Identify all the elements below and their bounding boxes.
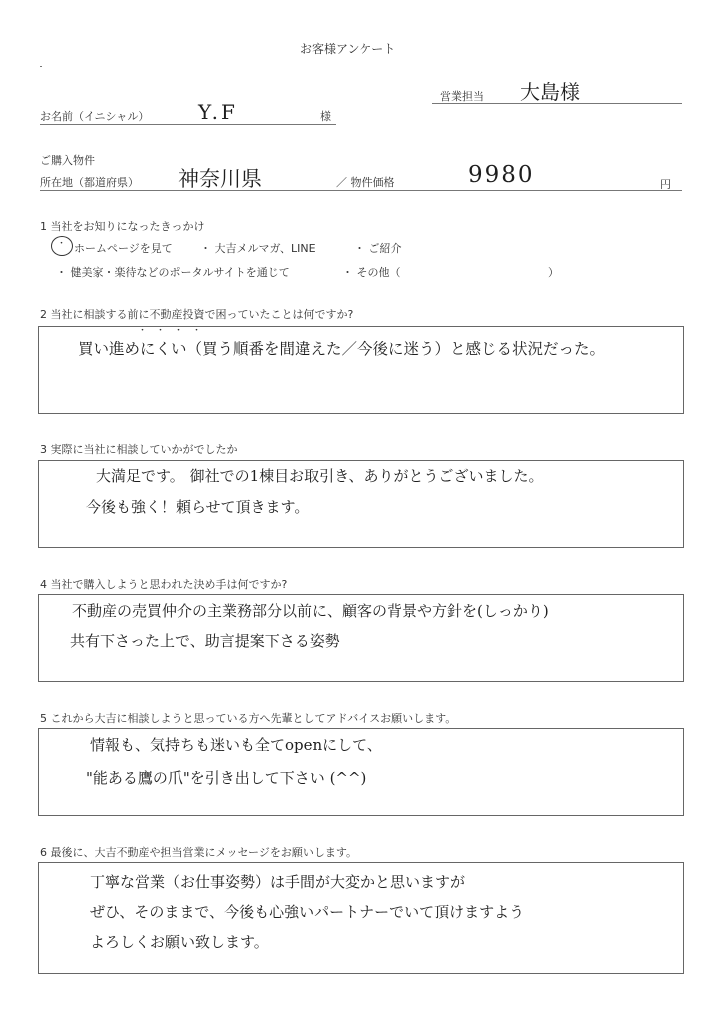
q4-answer-line-2: 共有下さった上で、助言提案下さる姿勢 bbox=[70, 632, 340, 650]
name-suffix: 様 bbox=[320, 110, 331, 123]
option-portal: ・ 健美家・楽待などのポータルサイトを通じて bbox=[56, 266, 290, 279]
emphasis-dots: ・・・・ bbox=[138, 326, 211, 336]
q3-title: 3 実際に当社に相談していかがでしたか bbox=[40, 443, 238, 456]
form-title: お客様アンケート bbox=[300, 42, 396, 56]
option-referral: ・ ご紹介 bbox=[354, 242, 402, 255]
q1-title: 1 当社をお知りになったきっかけ bbox=[40, 220, 205, 233]
name-value: Y.F bbox=[198, 100, 238, 124]
q2-title: 2 当社に相談する前に不動産投資で困っていたことは何ですか? bbox=[40, 308, 354, 321]
location-value: 神奈川県 bbox=[178, 167, 262, 191]
q6-answer-line-3: よろしくお願い致します。 bbox=[90, 933, 269, 951]
option-other-close: ） bbox=[548, 266, 559, 279]
staff-value: 大島様 bbox=[520, 80, 580, 104]
q4-title: 4 当社で購入しようと思われた決め手は何ですか? bbox=[40, 578, 288, 591]
option-other: ・ その他（ bbox=[342, 266, 401, 279]
name-underline bbox=[40, 124, 336, 125]
option-homepage: ホームページを見て bbox=[74, 242, 173, 255]
q3-answer-line-2: 今後も強く！頼らせて頂きます。 bbox=[86, 498, 310, 516]
purchase-label: ご購入物件 bbox=[40, 154, 95, 167]
option-dot: ・ bbox=[57, 239, 67, 249]
staff-underline bbox=[432, 103, 682, 104]
q4-answer-line-1: 不動産の売買仲介の主業務部分以前に、顧客の背景や方針を(しっかり) bbox=[72, 602, 549, 620]
q5-answer-line-2: "能ある鷹の爪"を引き出して下さい (^^) bbox=[86, 769, 367, 787]
staff-label: 営業担当 bbox=[440, 90, 484, 103]
q6-answer-line-1: 丁寧な営業（お仕事姿勢）は手間が大変かと思いますが bbox=[90, 873, 466, 891]
price-value: 9980 bbox=[468, 162, 535, 188]
option-mailmag-line: ・ 大吉メルマガ、LINE bbox=[200, 242, 316, 255]
small-mark bbox=[40, 66, 42, 67]
price-label: ／ 物件価格 bbox=[336, 176, 395, 189]
q6-answer-line-2: ぜひ、そのままで、今後も心強いパートナーでいて頂けますよう bbox=[90, 903, 525, 921]
location-underline bbox=[40, 190, 682, 191]
q2-answer-line-1: 買い進めにくい（買う順番を間違えた／今後に迷う）と感じる状況だった。 bbox=[78, 340, 606, 358]
q5-answer-line-1: 情報も、気持ちも迷いも全てopenにして、 bbox=[90, 736, 382, 754]
name-label: お名前（イニシャル） bbox=[40, 110, 150, 123]
location-label: 所在地（都道府県） bbox=[40, 176, 139, 189]
q3-answer-line-1: 大満足です。 御社での1棟目お取引き、ありがとうございました。 bbox=[96, 467, 544, 485]
q6-title: 6 最後に、大吉不動産や担当営業にメッセージをお願いします。 bbox=[40, 846, 357, 859]
q5-title: 5 これから大吉に相談しようと思っている方へ先輩としてアドバイスお願いします。 bbox=[40, 712, 457, 725]
price-unit: 円 bbox=[660, 178, 671, 191]
